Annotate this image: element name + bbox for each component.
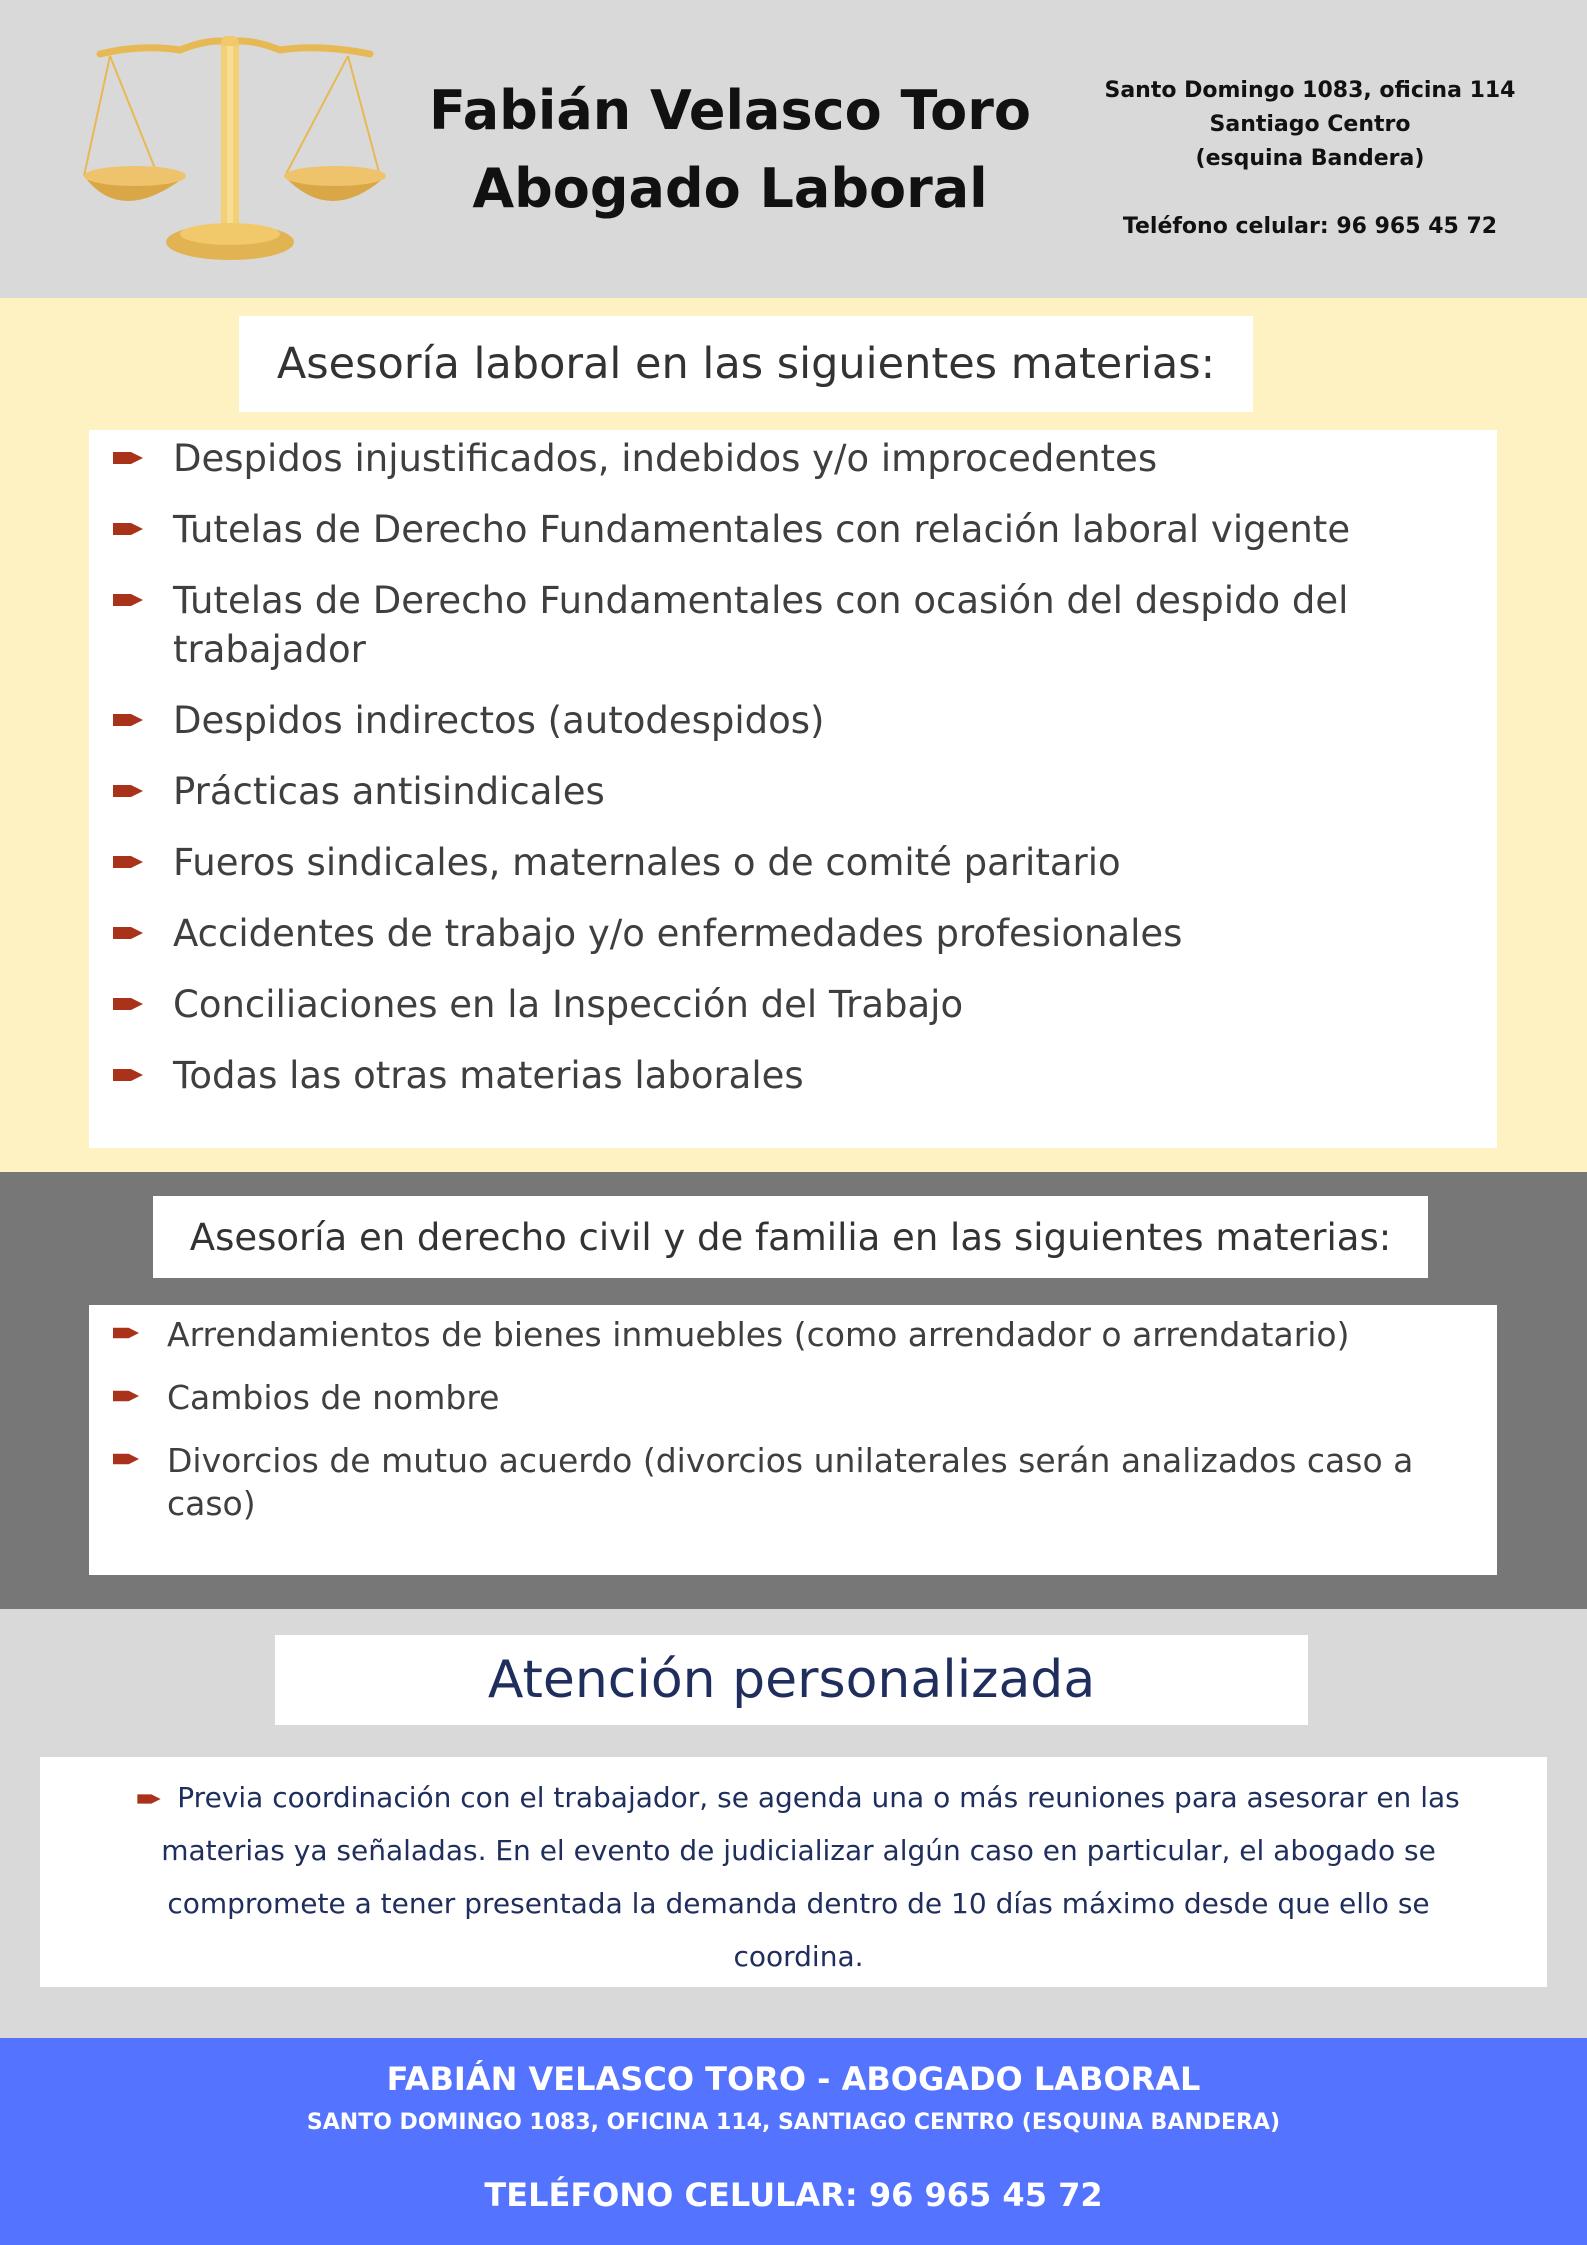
arrow-bullet-icon bbox=[113, 1325, 139, 1341]
civil-section bbox=[0, 1172, 1587, 1609]
arrow-bullet-icon bbox=[113, 853, 143, 871]
list-item bbox=[113, 1376, 1457, 1419]
list-item bbox=[113, 909, 1457, 958]
arrow-bullet-icon bbox=[113, 782, 143, 800]
atencion-section bbox=[0, 1609, 1587, 2038]
list-item-label: Despidos indirectos (autodespidos) bbox=[173, 699, 825, 742]
list-item bbox=[113, 696, 1457, 745]
list-item-label: Fueros sindicales, maternales o de comité paritario bbox=[173, 841, 1121, 884]
list-item-label: Todas las otras materias laborales bbox=[173, 1054, 804, 1097]
list-item bbox=[113, 1439, 1457, 1525]
list-item-label: Accidentes de trabajo y/o enfermedades profesionales bbox=[173, 912, 1183, 955]
laboral-title: Asesoría laboral en las siguientes materias: bbox=[239, 316, 1253, 412]
address-line: (esquina Bandera) bbox=[1195, 146, 1425, 171]
arrow-bullet-icon bbox=[113, 520, 143, 538]
civil-title: Asesoría en derecho civil y de familia en las siguientes materias: bbox=[153, 1196, 1428, 1278]
footer-name: FABIÁN VELASCO TORO - ABOGADO LABORAL bbox=[386, 2060, 1201, 2098]
phone-text: Teléfono celular: 96 965 45 72 bbox=[1122, 214, 1498, 239]
footer-phone: TELÉFONO CELULAR: 96 965 45 72 bbox=[484, 2176, 1103, 2214]
arrow-bullet-icon bbox=[113, 1388, 139, 1404]
arrow-bullet-icon bbox=[113, 1451, 139, 1467]
civil-list bbox=[89, 1305, 1497, 1575]
arrow-bullet-icon bbox=[113, 924, 143, 942]
arrow-bullet-icon bbox=[113, 449, 143, 467]
list-item bbox=[113, 1051, 1457, 1100]
arrow-bullet-icon bbox=[113, 1066, 143, 1084]
arrow-bullet-icon bbox=[113, 995, 143, 1013]
arrow-bullet-icon bbox=[137, 1792, 161, 1806]
list-item-label: Prácticas antisindicales bbox=[173, 770, 605, 813]
header bbox=[0, 0, 1587, 298]
list-item-label: Arrendamientos de bienes inmuebles (como arrendador o arrendatario) bbox=[167, 1315, 1350, 1354]
list-item-label: Conciliaciones en la Inspección del Trabajo bbox=[173, 983, 964, 1026]
list-item-label: Cambios de nombre bbox=[167, 1378, 500, 1417]
atencion-text: Previa coordinación con el trabajador, se agenda una o más reuniones para asesorar en las materias ya señaladas. En el evento de judicializar algún caso en particular, el abogado se compromete a tener presentada la demanda dentro de 10 días máximo desde que ello se coordina. bbox=[161, 1781, 1460, 1973]
list-item-label: Divorcios de mutuo acuerdo (divorcios unilaterales serán analizados caso a caso) bbox=[167, 1441, 1414, 1523]
list-item bbox=[110, 1771, 1487, 1983]
list-item bbox=[113, 767, 1457, 816]
arrow-bullet-icon bbox=[113, 711, 143, 729]
laboral-list bbox=[89, 430, 1497, 1148]
atencion-box bbox=[40, 1757, 1547, 1987]
list-item bbox=[113, 838, 1457, 887]
address-line: Santo Domingo 1083, oficina 114 bbox=[1104, 78, 1516, 103]
scales-of-justice-icon bbox=[80, 36, 390, 268]
title-name: Fabián Velasco Toro bbox=[429, 79, 1031, 142]
list-item bbox=[113, 505, 1457, 554]
list-item-label: Despidos injustificados, indebidos y/o improcedentes bbox=[173, 437, 1158, 480]
list-item bbox=[113, 1313, 1457, 1356]
contact-block bbox=[1070, 74, 1550, 244]
address-line: Santiago Centro bbox=[1209, 112, 1411, 137]
list-item-label: Tutelas de Derecho Fundamentales con ocasión del despido del trabajador bbox=[173, 579, 1349, 671]
laboral-section bbox=[0, 298, 1587, 1172]
title-role: Abogado Laboral bbox=[472, 157, 988, 220]
list-item bbox=[113, 434, 1457, 483]
footer-address: SANTO DOMINGO 1083, OFICINA 114, SANTIAGO CENTRO (ESQUINA BANDERA) bbox=[306, 2110, 1281, 2135]
list-item-label: Tutelas de Derecho Fundamentales con relación laboral vigente bbox=[173, 508, 1351, 551]
list-item bbox=[113, 576, 1457, 674]
arrow-bullet-icon bbox=[113, 591, 143, 609]
list-item bbox=[113, 980, 1457, 1029]
footer bbox=[0, 2038, 1587, 2245]
atencion-title: Atención personalizada bbox=[275, 1635, 1308, 1725]
page-title bbox=[410, 72, 1050, 228]
